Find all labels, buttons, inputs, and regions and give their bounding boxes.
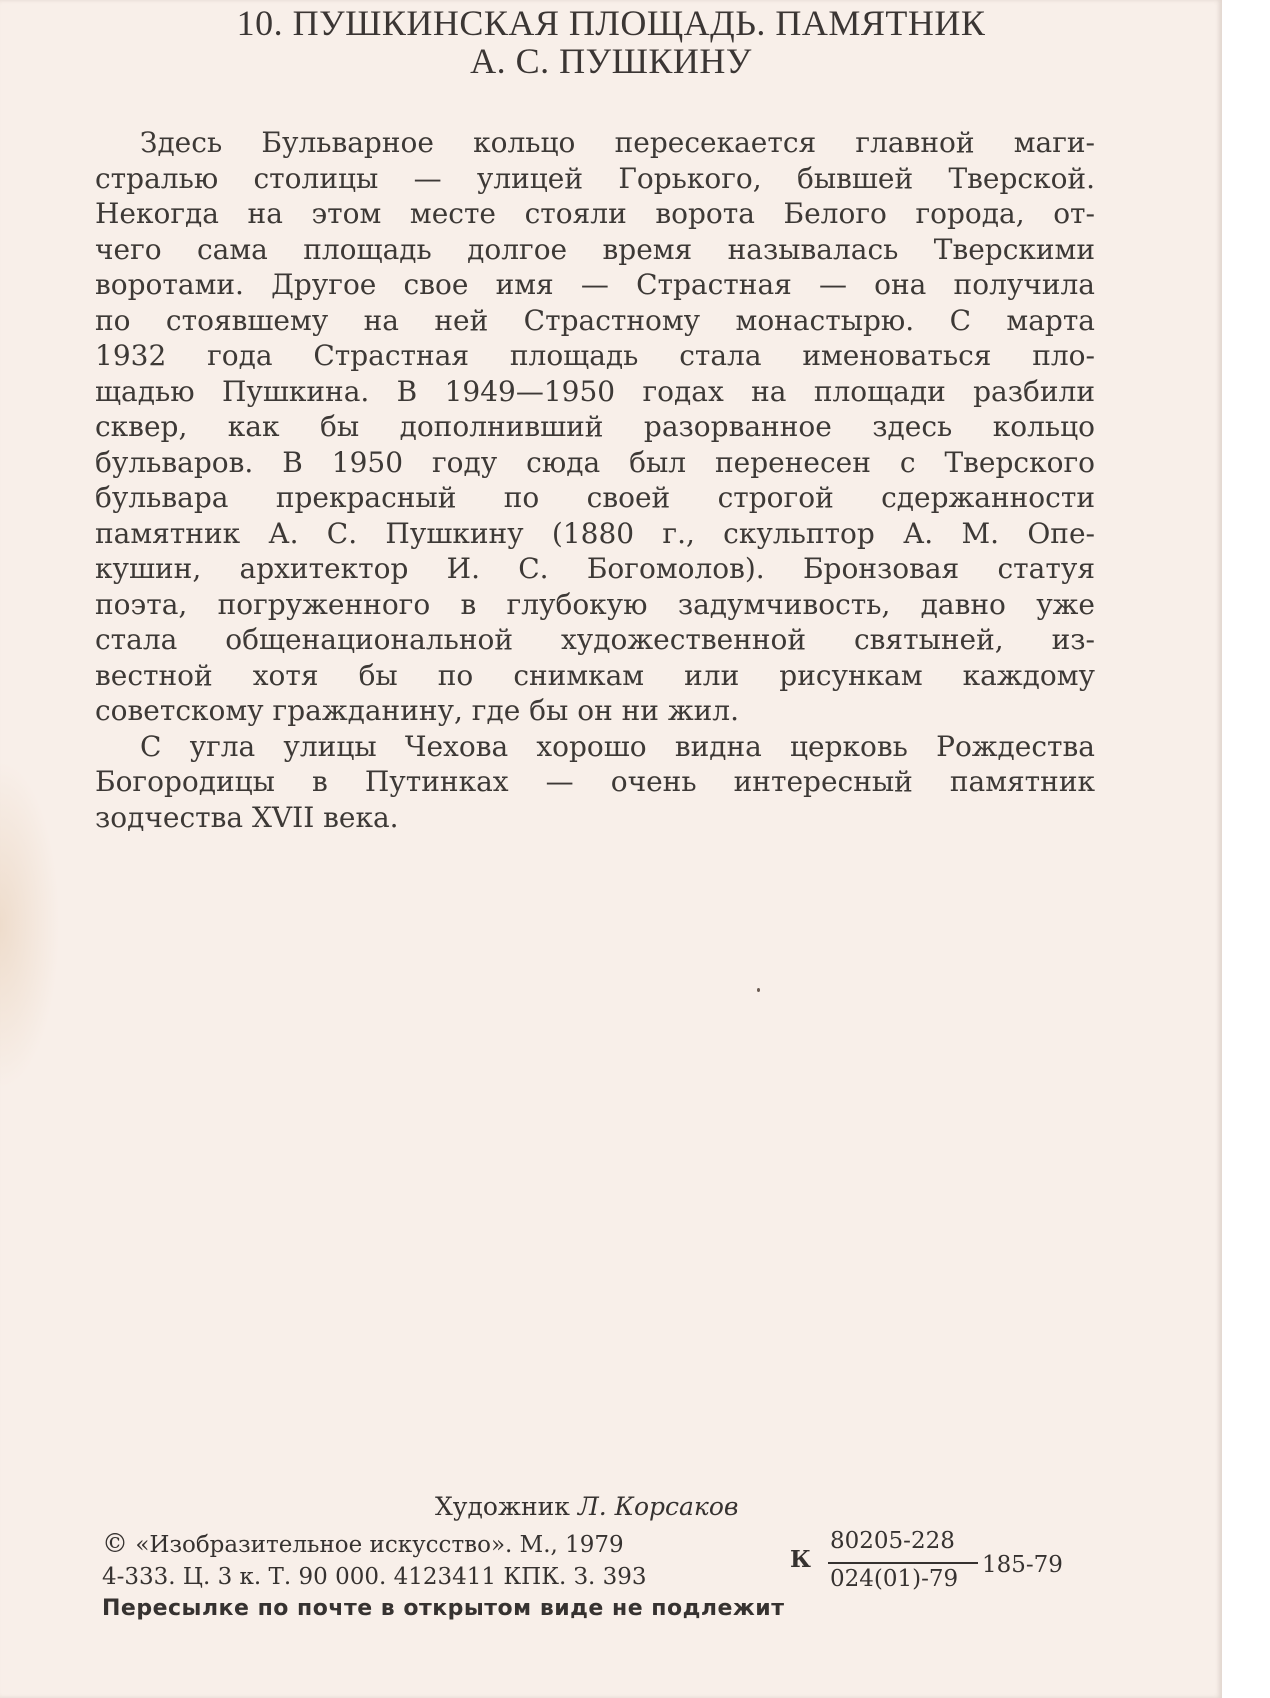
index-denominator: 024(01)-79 bbox=[830, 1566, 959, 1592]
text-line: бульвара прекрасный по своей строгой сдержанности bbox=[95, 481, 1095, 514]
text-line: Здесь Бульварное кольцо пересекается главной маги- bbox=[140, 126, 1095, 159]
text-line: вестной хотя бы по снимкам или рисункам каждому bbox=[95, 658, 1095, 692]
text-line: сквер, как бы дополнивший разорванное здесь кольцо bbox=[95, 410, 1095, 443]
postal-notice: Пересылке по почте в открытом виде не подлежит bbox=[102, 1596, 785, 1621]
text-line: Некогда на этом месте стояли ворота Белого города, от- bbox=[95, 197, 1095, 230]
fraction-bar bbox=[828, 1562, 978, 1564]
description-text bbox=[95, 125, 1095, 835]
page-title bbox=[0, 4, 1222, 80]
text-line: бульваров. В 1950 году сюда был перенесен с Тверского bbox=[95, 445, 1095, 479]
index-letter: К bbox=[790, 1546, 811, 1573]
text-line: 1932 года Страстная площадь стала именоваться пло- bbox=[95, 339, 1095, 372]
text-line: памятник А. С. Пушкину (1880 г., скульптор А. М. Опе- bbox=[95, 516, 1095, 550]
text-line: чего сама площадь долгое время называлась Тверскими bbox=[95, 232, 1095, 266]
artist-name: Л. Корсаков bbox=[577, 1492, 739, 1521]
title-line-2: А. С. ПУШКИНУ bbox=[470, 41, 752, 81]
text-line: кушин, архитектор И. С. Богомолов). Бронзовая статуя bbox=[95, 552, 1095, 585]
text-line: стала общенациональной художественной святыней, из- bbox=[95, 623, 1095, 656]
text-line: зодчества XVII века. bbox=[95, 800, 399, 834]
artist-credit bbox=[435, 1492, 738, 1522]
text-line: воротами. Другое свое имя — Страстная — она получила bbox=[95, 268, 1095, 301]
text-line: стралью столицы — улицей Горького, бывшей Тверской. bbox=[95, 161, 1095, 195]
text-line: поэта, погруженного в глубокую задумчивость, давно уже bbox=[95, 587, 1095, 621]
text-line: С угла улицы Чехова хорошо видна церковь Рождества bbox=[140, 729, 1095, 763]
publisher-imprint bbox=[102, 1528, 647, 1593]
copyright-icon: © bbox=[102, 1529, 128, 1559]
text-line: Богородицы в Путинках — очень интересный памятник bbox=[95, 765, 1095, 798]
artist-label: Художник bbox=[435, 1492, 570, 1521]
text-line: по стоявшему на ней Страстному монастырю. С марта bbox=[95, 303, 1095, 337]
index-suffix: 185-79 bbox=[982, 1552, 1063, 1578]
print-line: 4-333. Ц. 3 к. Т. 90 000. 4123411 КПК. З. 393 bbox=[102, 1564, 647, 1590]
text-line: советскому гражданину, где бы он ни жил. bbox=[95, 694, 739, 727]
text-line: щадью Пушкина. В 1949—1950 годах на площади разбили bbox=[95, 374, 1095, 408]
index-numerator: 80205-228 bbox=[830, 1528, 955, 1554]
publisher-line: «Изобразительное искусство». М., 1979 bbox=[135, 1532, 624, 1558]
title-line-1: 10. ПУШКИНСКАЯ ПЛОЩАДЬ. ПАМЯТНИК bbox=[236, 3, 986, 43]
paper-speck bbox=[757, 988, 760, 992]
publisher-row bbox=[102, 1528, 647, 1561]
